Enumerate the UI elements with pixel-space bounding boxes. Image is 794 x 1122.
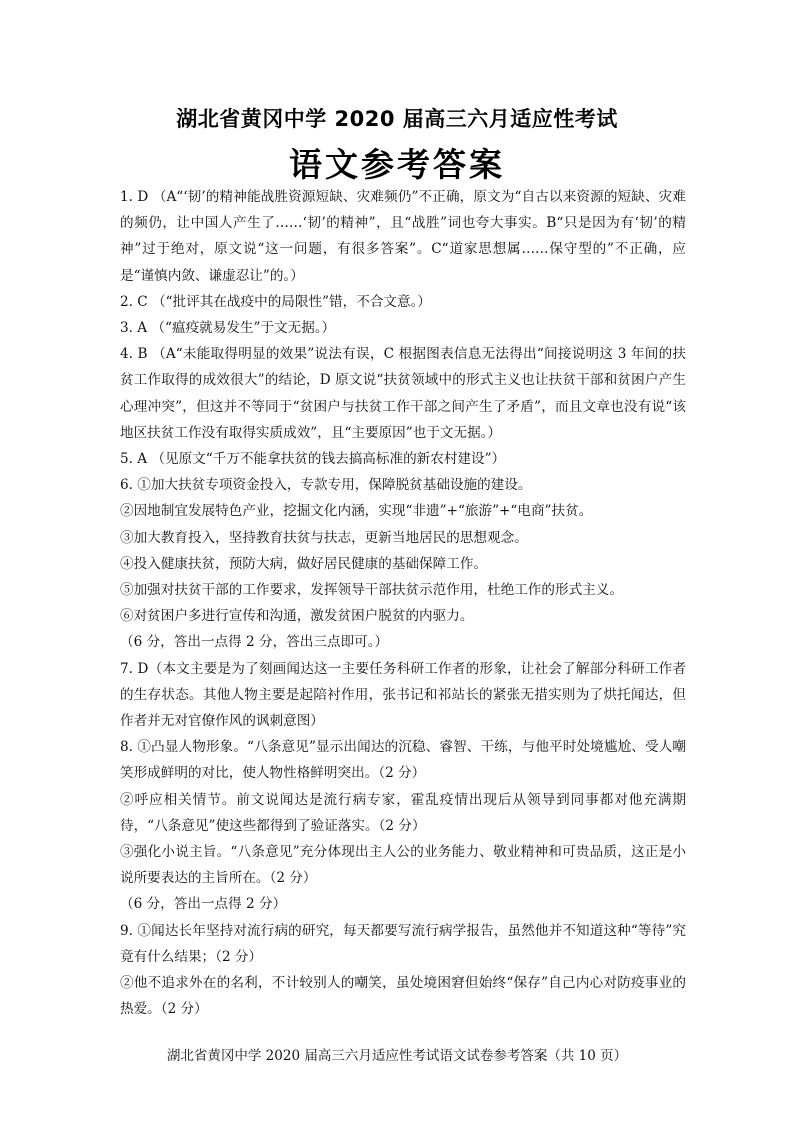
answer-3: 3. A （“瘟疫就易发生”于文无据。） <box>120 320 336 337</box>
page-title: 语文参考答案 <box>289 145 505 184</box>
answer-6-point-2: ②因地制宜发展特色产业，挖掘文化内涵，实现“非遗”+“旅游”+“电商”扶贫。 <box>120 503 593 520</box>
answer-6-point-5: ⑤加强对扶贫干部的工作要求，发挥领导干部扶贫示范作用，杜绝工作的形式主义。 <box>120 582 623 599</box>
answer-8-point-3: ③强化小说主旨。“八条意见”充分体现出主人公的业务能力、敬业精神和可贵品质，这正是小说所要表达的主旨所在。（2 分） <box>120 844 686 887</box>
page-footer: 湖北省黄冈中学 2020 届高三六月适应性考试语文试卷参考答案（共 10 页） <box>166 1048 628 1064</box>
answer-2: 2. C （“批评其在战疫中的局限性”错，不合文意。） <box>120 293 431 310</box>
answer-1: 1. D （A“‘韧’的精神能战胜资源短缺、灾难频仍”不正确，原文为“自古以来资源的短缺、灾难的频仍，让中国人产生了……‘韧’的精神”，且“战胜”词也夸大事实。B“只是因为有‘韧’的精神”过于绝对，原文说“这一问题，有很多答案”。C“道家思想属……保守型的”不正确，应是“谨慎内敛、谦虚忍让”的。） <box>120 189 686 284</box>
exam-title: 湖北省黄冈中学 2020 届高三六月适应性考试 <box>176 107 618 131</box>
answer-6-point-4: ④投入健康扶贫，预防大病，做好居民健康的基础保障工作。 <box>120 555 488 572</box>
answer-5: 5. A （见原文“千万不能拿扶贫的钱去搞高标准的新农村建设”） <box>120 451 506 468</box>
answer-8-point-2: ②呼应相关情节。前文说闻达是流行病专家，霍乱疫情出现后从领导到同事都对他充满期待，“八条意见”使这些都得到了验证落实。（2 分） <box>120 791 686 834</box>
answer-6-point-6: ⑥对贫困户多进行宣传和沟通，激发贫困户脱贫的内驱力。 <box>120 608 474 625</box>
answer-8-point-1: 8. ①凸显人物形象。“八条意见”显示出闻达的沉稳、睿智、干练，与他平时处境尴尬、受人嘲笑形成鲜明的对比，使人物性格鲜明突出。（2 分） <box>120 739 686 782</box>
answer-4: 4. B （A“未能取得明显的效果”说法有误，C 根据图表信息无法得出“间接说明这 3 年间的扶贫工作取得的成效很大”的结论，D 原文说“扶贫领域中的形式主义也让扶贫干部和贫困户产生心理冲突”，但这并不等同于“贫困户与扶贫工作干部之间产生了矛盾”，而且文章也没有说“该地区扶贫工作没有取得实质成效”，且“主要原因”也于文无据。） <box>120 346 686 441</box>
answer-6-scoring: （6 分，答出一点得 2 分，答出三点即可。） <box>120 634 389 651</box>
answer-7: 7. D（本文主要是为了刻画闻达这一主要任务科研工作者的形象，让社会了解部分科研工作者的生存状态。其他人物主要是起陪衬作用，张书记和祁站长的紧张无措实则为了烘托闻达，但作者并无对官僚作风的讽刺意图） <box>120 660 686 730</box>
answer-9-point-1: 9. ①闻达长年坚持对流行病的研究，每天都要写流行病学报告，虽然他并不知道这种“等待”究竟有什么结果；（2 分） <box>120 922 686 965</box>
answer-6-point-1: 6. ①加大扶贫专项资金投入，专款专用，保障脱贫基础设施的建设。 <box>120 477 532 494</box>
answer-8-scoring: （6 分，答出一点得 2 分） <box>120 896 287 913</box>
answer-6-point-3: ③加大教育投入，坚持教育扶贫与扶志，更新当地居民的思想观念。 <box>120 529 528 546</box>
answer-9-point-2: ②他不追求外在的名利，不计较别人的嘲笑，虽处境困窘但始终“保存”自己内心对防疫事业的热爱。（2 分） <box>120 975 686 1018</box>
answer-content <box>120 184 686 1023</box>
